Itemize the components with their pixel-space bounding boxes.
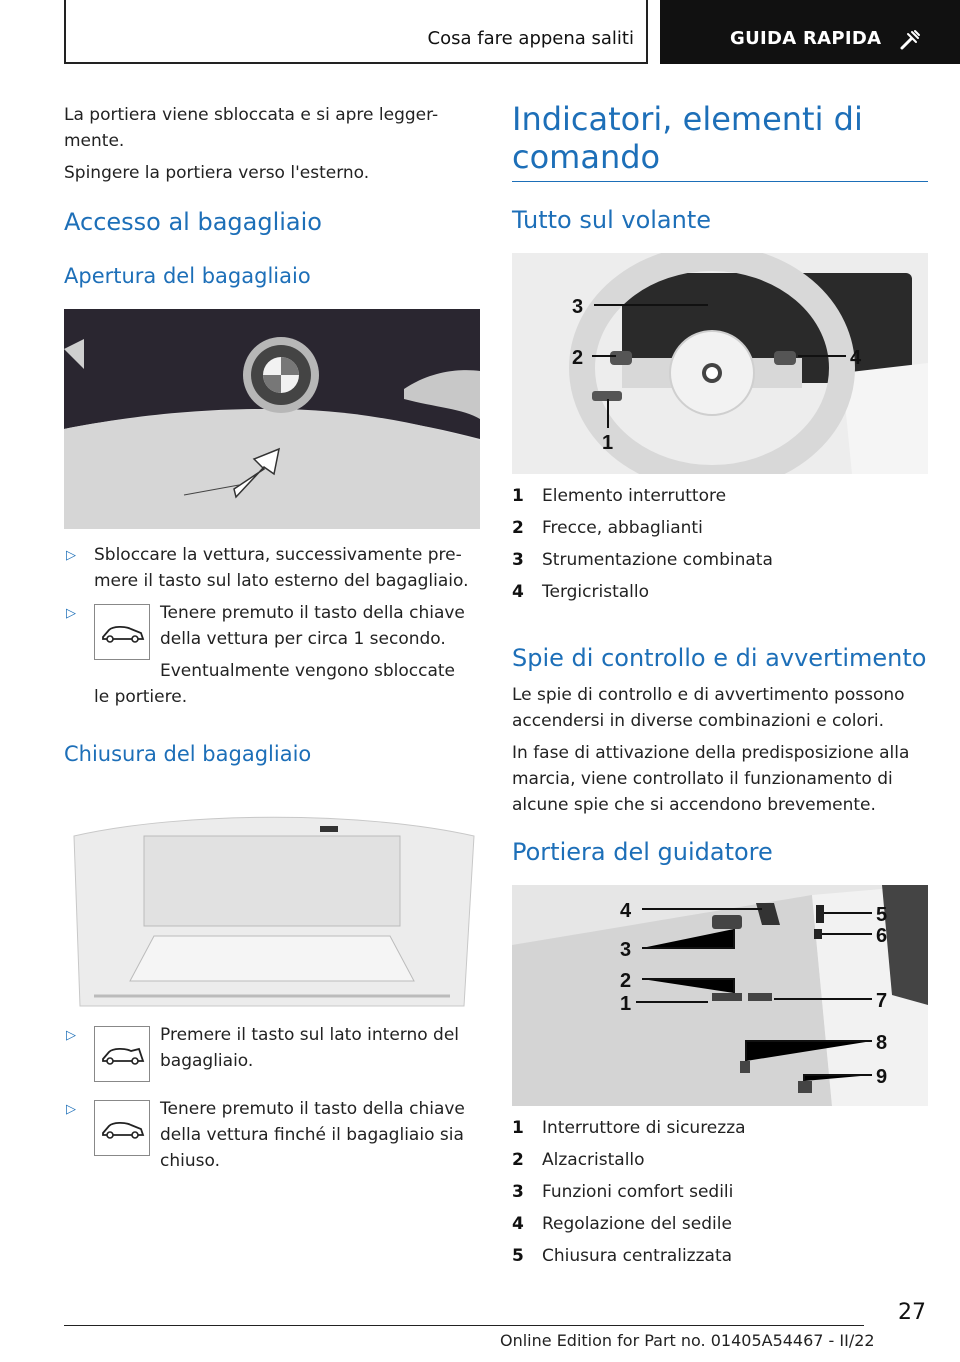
key-button-trunk-interior [94,1026,150,1082]
close-step2-line3: chiuso. [160,1151,220,1171]
trunk-closing-photo [64,806,480,1008]
trunk-lid-illustration [64,309,480,529]
heading-indicators-line2: comando [512,138,661,176]
trunk-opening-photo [64,309,480,529]
car-trunk-icon [95,605,149,659]
open-step2-line4: le portiere. [94,687,188,707]
lights-text-line3: In fase di attivazione della predisposizione alla [512,743,910,763]
bullet-marker: ▷ [66,1102,76,1117]
header-section-title: Cosa fare appena saliti [427,28,634,49]
intro-text-line1: La portiera viene sbloccata e si apre legger- [64,105,439,125]
door-callout-9: 9 [876,1066,888,1088]
heading-trunk-access: Accesso al bagagliaio [64,208,322,236]
door-callout-8: 8 [876,1032,888,1054]
steering-wheel-illustration [512,253,928,474]
lights-text-line1: Le spie di controllo e di avvertimento possono [512,685,905,705]
open-step2-line1: Tenere premuto il tasto della chiave [160,603,465,623]
car-trunk-icon [95,1101,149,1155]
door-callout-6: 6 [876,925,888,947]
open-step1-line2: mere il tasto sul lato esterno del bagagliaio. [94,571,469,591]
wheel-callout-2: 2 [572,347,584,369]
lights-text-line2: accendersi in diverse combinazioni e colori. [512,711,885,731]
header-chapter-title: GUIDA RAPIDA [730,28,882,49]
close-step2-line2: della vettura finché il bagagliaio sia [160,1125,464,1145]
header-section-tab [64,0,648,64]
heading-warning-lights: Spie di controllo e di avvertimento [512,644,927,672]
bullet-marker: ▷ [66,606,76,621]
close-step1-line2: bagagliaio. [160,1051,254,1071]
door-callout-5: 5 [876,904,888,926]
footer-divider [64,1325,864,1326]
steering-wheel-photo [512,253,928,474]
bullet-marker: ▷ [66,548,76,563]
heading-steering-wheel: Tutto sul volante [512,206,712,234]
bullet-marker: ▷ [66,1028,76,1043]
open-step1-line1: Sbloccare la vettura, successivamente pre- [94,545,462,565]
heading-trunk-opening: Apertura del bagagliaio [64,264,311,288]
heading-indicators-line1: Indicatori, elementi di [512,100,863,138]
door-callout-3: 3 [620,939,632,961]
door-callout-4: 4 [620,900,632,922]
page-number: 27 [898,1300,926,1325]
key-button-trunk [94,604,150,660]
driver-door-photo [512,885,928,1106]
trunk-interior-illustration [64,806,480,1008]
door-callout-2: 2 [620,970,632,992]
car-trunk-close-icon [95,1027,149,1081]
wheel-callout-3: 3 [572,296,584,318]
close-step1-line1: Premere il tasto sul lato interno del [160,1025,460,1045]
header-chapter-tab [660,0,960,64]
open-step2-line3: Eventualmente vengono sbloccate [160,661,456,681]
lights-text-line5: alcune spie che si accendono brevemente. [512,795,876,815]
heading-trunk-closing: Chiusura del bagagliaio [64,742,312,766]
intro-text-line2: mente. [64,131,125,151]
close-step2-line1: Tenere premuto il tasto della chiave [160,1099,465,1119]
door-callout-1: 1 [620,993,632,1015]
heading-driver-door: Portiera del guidatore [512,838,773,866]
lights-text-line4: marcia, viene controllato il funzionamento di [512,769,893,789]
key-button-trunk-hold [94,1100,150,1156]
heading-divider [512,181,928,182]
door-callout-7: 7 [876,990,888,1012]
footer-edition: Online Edition for Part no. 01405A54467 - II/22 [500,1331,875,1350]
quick-guide-icon [898,28,922,52]
wheel-callout-1: 1 [602,432,614,454]
wheel-callout-4: 4 [850,347,862,369]
driver-door-illustration [512,885,928,1106]
intro-text-push: Spingere la portiera verso l'esterno. [64,163,370,183]
open-step2-line2: della vettura per circa 1 secondo. [160,629,446,649]
